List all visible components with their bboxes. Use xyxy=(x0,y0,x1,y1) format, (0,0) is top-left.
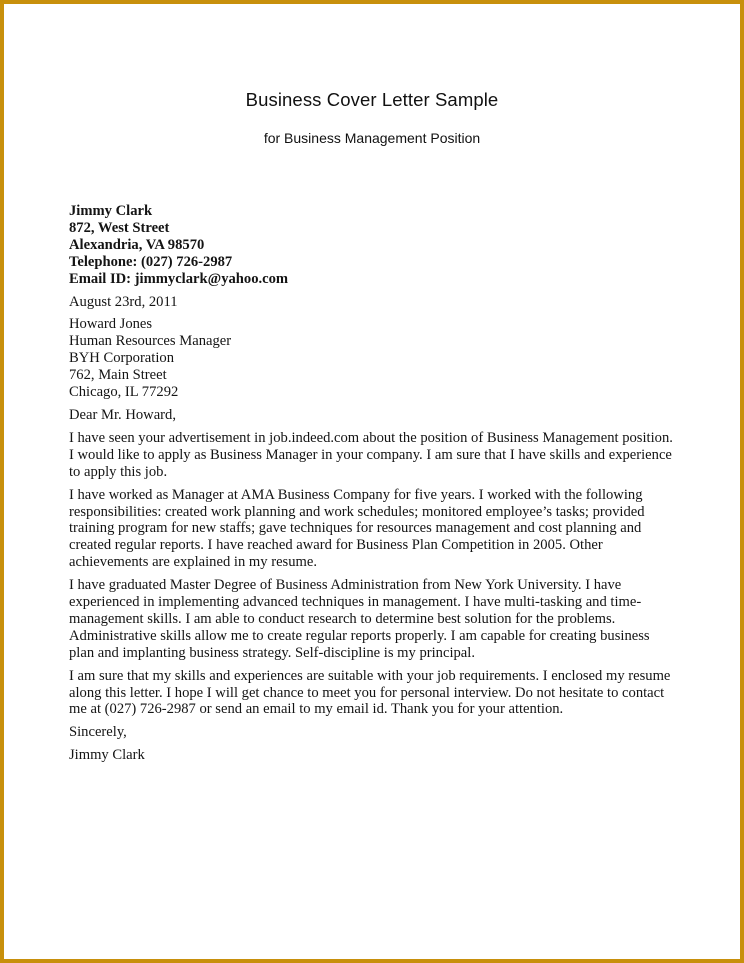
paragraph-line: me at (027) 726-2987 or send an email to my email id. Thank you for your attention. xyxy=(69,701,564,718)
recipient-title: Human Resources Manager xyxy=(69,333,232,350)
paragraph-line: management skills. I am able to conduct research to determine best solution for the problems. xyxy=(69,610,616,627)
recipient-name: Howard Jones xyxy=(69,316,153,333)
sender-city: Alexandria, VA 98570 xyxy=(69,236,205,253)
letter-body xyxy=(69,203,689,770)
paragraph-line: Administrative skills allow me to create regular reports properly. I am capable for creating business xyxy=(69,627,650,644)
sender-address-block xyxy=(69,203,689,288)
paragraph-line: I would like to apply as Business Manager in your company. I am sure that I have skills and experience xyxy=(69,446,672,463)
body-paragraph-3 xyxy=(69,577,689,662)
recipient-address-block xyxy=(69,316,689,401)
sender-name: Jimmy Clark xyxy=(69,203,153,219)
salutation-block xyxy=(69,407,689,424)
paragraph-line: plan and implanting business strategy. Self-discipline is my principal. xyxy=(69,644,475,661)
closing: Sincerely, xyxy=(69,724,127,741)
letter-date: August 23rd, 2011 xyxy=(69,293,178,310)
closing-block xyxy=(69,724,689,741)
letter-date-block xyxy=(69,294,689,311)
body-paragraph-4 xyxy=(69,668,689,719)
body-paragraph-2 xyxy=(69,487,689,572)
recipient-company: BYH Corporation xyxy=(69,350,174,367)
paragraph-line: responsibilities: created work planning and work schedules; monitored employee’s tasks; provided xyxy=(69,503,645,520)
signature: Jimmy Clark xyxy=(69,747,145,764)
paragraph-line: created regular reports. I have reached award for Business Plan Competition in 2005. Other xyxy=(69,537,603,554)
sender-email: Email ID: jimmyclark@yahoo.com xyxy=(69,270,289,287)
body-paragraph-1 xyxy=(69,430,689,481)
paragraph-line: training program for new staffs; gave techniques for resources management and cost planning and xyxy=(69,520,642,537)
paragraph-line: along this letter. I hope I will get chance to meet you for personal interview. Do not hesitate to contact xyxy=(69,684,665,701)
document-subtitle: for Business Management Position xyxy=(263,130,481,146)
paragraph-line: I am sure that my skills and experiences are suitable with your job requirements. I enclosed my resume xyxy=(69,667,671,684)
paragraph-line: I have worked as Manager at AMA Business Company for five years. I worked with the following xyxy=(69,486,643,503)
recipient-city: Chicago, IL 77292 xyxy=(69,384,179,401)
paragraph-line: I have graduated Master Degree of Business Administration from New York University. I have xyxy=(69,577,622,594)
paragraph-line: to apply this job. xyxy=(69,463,168,480)
recipient-street: 762, Main Street xyxy=(69,367,167,384)
sender-street: 872, West Street xyxy=(69,219,170,236)
paragraph-line: I have seen your advertisement in job.indeed.com about the position of Business Management position. xyxy=(69,429,673,446)
sender-telephone: Telephone: (027) 726-2987 xyxy=(69,253,233,270)
salutation: Dear Mr. Howard, xyxy=(69,406,176,423)
signature-block xyxy=(69,747,689,764)
letter-page xyxy=(4,4,740,959)
document-title: Business Cover Letter Sample xyxy=(245,89,499,110)
paragraph-line: experienced in implementing advanced techniques in management. I have multi-tasking and time- xyxy=(69,594,642,611)
paragraph-line: achievements are explained in my resume. xyxy=(69,554,317,571)
